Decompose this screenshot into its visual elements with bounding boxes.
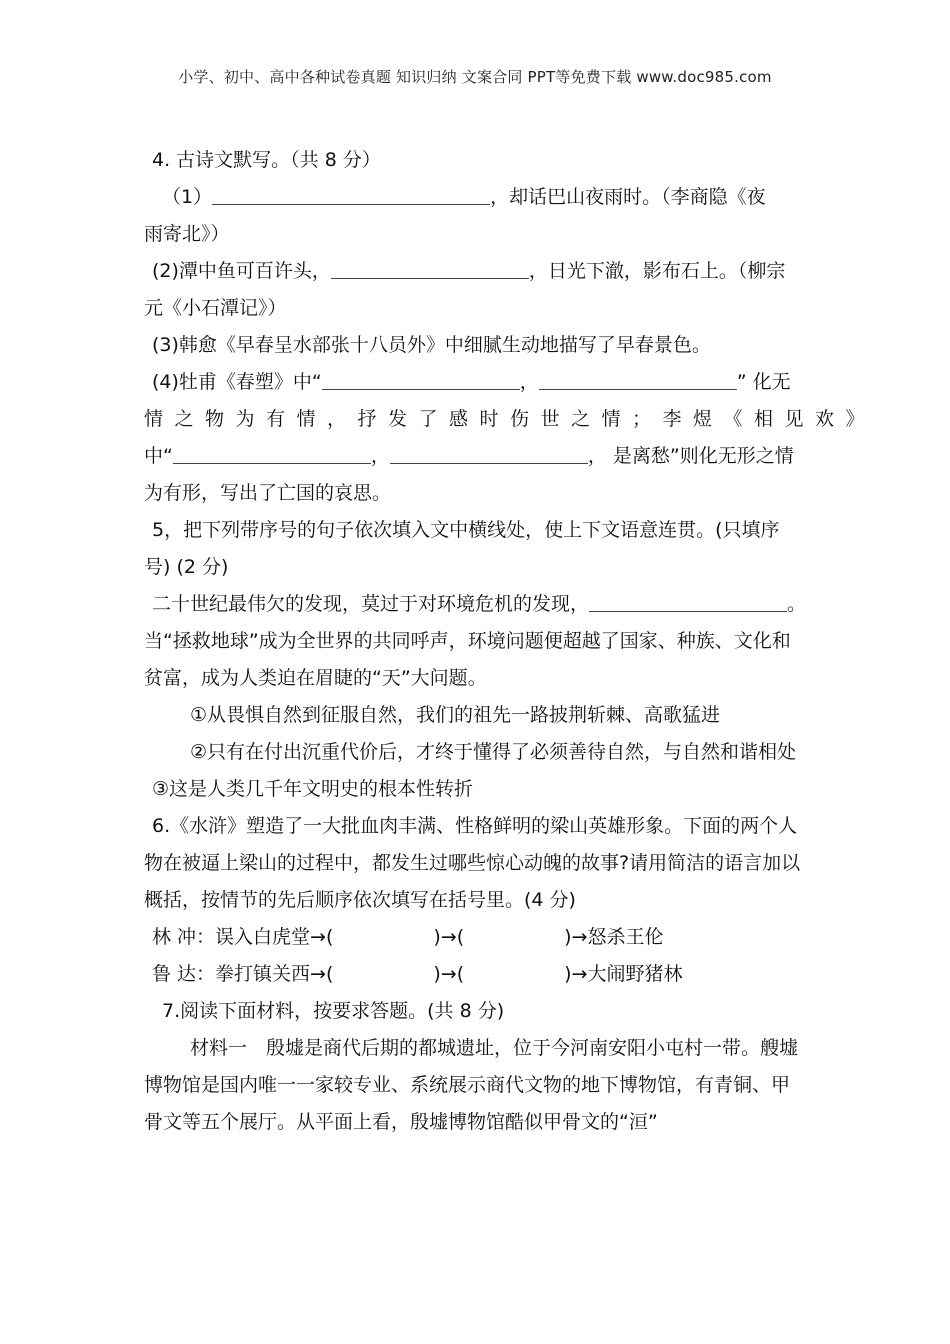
- q6-row2-mid: )→(: [433, 963, 465, 985]
- q4-item4-line3-suffix: ， 是离愁”则化无形之情: [587, 445, 794, 467]
- q5-paragraph-blank[interactable]: [589, 589, 787, 612]
- q5-paragraph-line1: [144, 586, 814, 623]
- q7-title: 7.阅读下面材料，按要求答题。(共 8 分): [162, 1000, 505, 1022]
- q4-item1-cont: 雨寄北》）: [144, 223, 230, 245]
- q4-item1: [144, 179, 814, 216]
- q4-item4-comma: ，: [519, 371, 539, 393]
- q4-item4-line4: 为有形，写出了亡国的哀思。: [144, 482, 392, 504]
- q6-row1-mid: )→(: [433, 926, 465, 948]
- page-header-banner: 小学、初中、高中各种试卷真题 知识归纳 文案合同 PPT等免费下载 www.doc985.com: [178, 68, 772, 86]
- q6-row2-start: 鲁 达：拳打镇关西→(: [152, 963, 334, 985]
- q4-item2-prefix: (2)潭中鱼可百许头，: [152, 260, 331, 282]
- q4-item2-cont: 元《小石潭记》）: [144, 297, 287, 319]
- q6-line3: 概括，按情节的先后顺序依次填写在括号里。(4 分): [144, 889, 576, 911]
- q4-item3: (3)韩愈《早春呈水部张十八员外》中细腻生动地描写了早春景色。: [152, 334, 711, 356]
- q6-line2: 物在被逼上梁山的过程中，都发生过哪些惊心动魄的故事?请用简洁的语言加以: [144, 852, 801, 874]
- q6-line1: 6.《水浒》塑造了一大批血肉丰满、性格鲜明的梁山英雄形象。下面的两个人: [152, 815, 798, 837]
- exam-content: [144, 142, 877, 1141]
- q4-item4-line3-comma: ，: [370, 445, 390, 467]
- q6-row-lin-chong: [144, 919, 814, 956]
- q4-item4-blank-1[interactable]: [322, 367, 520, 390]
- q4-item4-blank-3[interactable]: [173, 441, 371, 464]
- q7-material-line1: 材料一 殷墟是商代后期的都城遗址，位于今河南安阳小屯村一带。艘墟: [190, 1037, 799, 1059]
- q7-material-line2: 博物馆是国内唯一一家较专业、系统展示商代文物的地下博物馆，有青铜、甲: [144, 1074, 791, 1096]
- q5-paragraph-suffix: 。: [787, 593, 807, 615]
- q4-item1-prefix: （1）: [162, 186, 213, 208]
- q4-item4-blank-4[interactable]: [390, 441, 588, 464]
- q4-item4-line3: [144, 438, 814, 475]
- q4-item2-blank[interactable]: [331, 256, 529, 279]
- q4-item4-line3-prefix: 中“: [144, 445, 173, 467]
- q4-item2: [144, 253, 814, 290]
- q6-row1-start: 林 冲：误入白虎堂→(: [152, 926, 334, 948]
- q6-row-lu-da: [144, 956, 814, 993]
- q4-item4-prefix: (4)牡甫《春塑》中“: [152, 371, 322, 393]
- q5-title-line1: 5，把下列带序号的句子依次填入文中横线处，使上下文语意连贯。(只填序: [152, 519, 780, 541]
- q4-item4-line2: 情之物为有情，抒发了感时伤世之情；李煜《相见欢》: [144, 408, 877, 430]
- q5-option-2: ②只有在付出沉重代价后，才终于懂得了必须善待自然，与自然和谐相处: [190, 741, 797, 763]
- q4-item1-blank[interactable]: [212, 182, 490, 205]
- q5-option-1: ①从畏惧自然到征服自然，我们的祖先一路披荆斩棘、高歌猛进: [190, 704, 721, 726]
- q4-title: 4. 古诗文默写。（共 8 分）: [152, 149, 381, 171]
- q6-row1-end: )→怒杀王伦: [564, 926, 664, 948]
- q5-option-3: ③这是人类几千年文明史的根本性转折: [152, 778, 474, 800]
- q5-paragraph-line3: 贫富，成为人类迫在眉睫的“天”大问题。: [144, 667, 487, 689]
- q5-paragraph-prefix: 二十世纪最伟欠的发现，莫过于对环境危机的发现，: [152, 593, 590, 615]
- q5-title-line2: 号) (2 分): [144, 556, 229, 578]
- q4-item4-blank-2[interactable]: [539, 367, 737, 390]
- q4-item4-suffix: ” 化无: [736, 371, 791, 393]
- q4-item2-suffix: ，日光下澈，影布石上。（柳宗: [528, 260, 786, 282]
- q5-paragraph-line2: 当“拯救地球”成为全世界的共同呼声，环境问题便超越了国家、种族、文化和: [144, 630, 791, 652]
- q4-item1-suffix: ，却话巴山夜雨时。（李商隐《夜: [490, 186, 766, 208]
- q4-item4: [144, 364, 814, 401]
- q6-row2-end: )→大闹野猪林: [564, 963, 683, 985]
- q7-material-line3: 骨文等五个展厅。从平面上看，殷墟博物馆酷似甲骨文的“洹”: [144, 1111, 658, 1133]
